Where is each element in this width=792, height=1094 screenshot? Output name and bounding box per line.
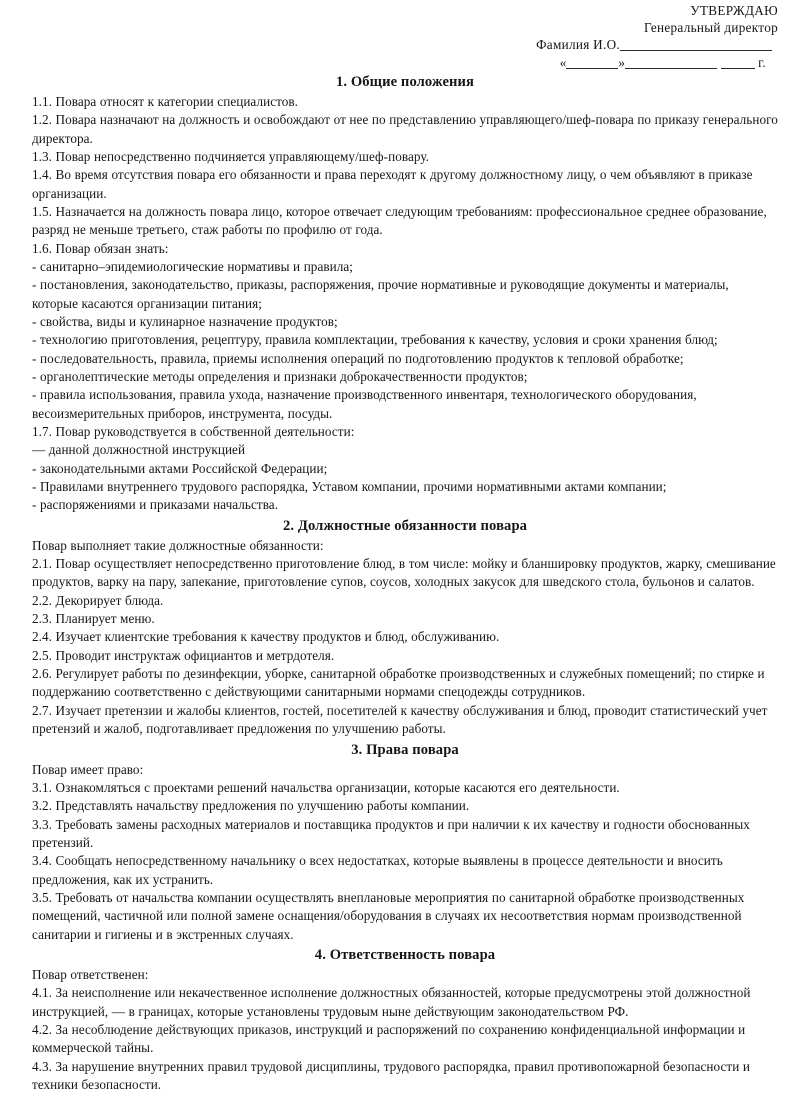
paragraph: 1.4. Во время отсутствия повара его обязанности и права переходят к другому должностному лицу, о чем объявляют в приказе организации. (32, 167, 753, 201)
paragraph: 4.2. За несоблюдение действующих приказов, инструкций и распоряжений по сохранению конфиденциальной информации и коммерческой тайны. (32, 1021, 746, 1056)
section-heading-3: 3. Права повара (351, 741, 459, 758)
paragraph: 3.2. Представлять начальству предложения по улучшению работы компании. (32, 798, 470, 814)
paragraph: 4.3. За нарушение внутренних правил трудовой дисциплины, трудового распорядка, правил противопожарной безопасности и техники безопасности. (32, 1058, 750, 1092)
paragraph: 3.1. Ознакомляться с проектами решений начальства организации, которые касаются его деятельности. (32, 779, 620, 795)
paragraph: 3.4. Сообщать непосредственному начальнику о всех недостатках, которые выявлены в процессе деятельности и вносить предложения, как их устранить. (32, 853, 723, 887)
paragraph: 2.2. Декорирует блюда. (32, 592, 164, 608)
paragraph: 4.1. За неисполнение или некачественное исполнение должностных обязанностей, которые предусмотрены этой должностной инструкцией, — в границах, которые установлены трудовым ныне действующим законодательством РФ. (32, 985, 751, 1019)
date-day-blank (566, 68, 618, 69)
approval-header-block (32, 0, 778, 71)
paragraph: 1.1. Повара относят к категории специалистов. (32, 93, 299, 109)
date-close-quote: » (618, 54, 625, 70)
list-item: - технологию приготовления, рецептуру, правила комплектации, требования к качеству, условия и сроки хранения блюд; (32, 332, 718, 348)
paragraph: 2.6. Регулирует работы по дезинфекции, уборке, санитарной обработке производственных и служебных помещений; по стирке и поддержанию соответственно с действующими санитарными нормами спецодежды сотрудников. (32, 666, 765, 700)
section-heading-2: 2. Должностные обязанности повара (282, 517, 528, 534)
list-item: - органолептические методы определения и признаки доброкачественности продуктов; (32, 368, 528, 384)
paragraph: 2.7. Изучает претензии и жалобы клиентов, гостей, посетителей к качеству обслуживания и блюд, проводит статистический учет претензий и жалоб, подготавливает предложения по улучшению работы. (32, 702, 768, 737)
paragraph: 1.2. Повара назначают на должность и освобождают от нее по представлению управляющего/шеф-повара по приказу генерального директора. (32, 112, 778, 146)
list-item: - постановления, законодательство, приказы, распоряжения, прочие нормативные и руководящие документы и материалы, которые касаются организации питания; (32, 277, 729, 311)
approval-name-label: Фамилия И.О. (536, 37, 620, 53)
paragraph: 3.5. Требовать от начальства компании осуществлять внеплановые мероприятия по санитарной обработке производственных помещений, частичной или полной замене оснащения/оборудования в случаях их несоответствия нормам производственной санитарии и гигиены и в экстренных случаях. (32, 889, 745, 942)
approval-name-blank (620, 50, 772, 51)
paragraph: 2.4. Изучает клиентские требования к качеству продуктов и блюд, обслуживанию. (32, 629, 500, 645)
list-item: - санитарно–эпидемиологические нормативы и правила; (32, 258, 353, 274)
list-item: - законодательными актами Российской Федерации; (32, 460, 328, 476)
approval-position: Генеральный директор (643, 20, 778, 36)
paragraph: Повар ответственен: (32, 966, 149, 982)
paragraph: 2.3. Планирует меню. (32, 611, 155, 627)
approval-name-row (32, 36, 778, 53)
paragraph: 1.7. Повар руководствуется в собственной деятельности: (32, 424, 355, 439)
approval-date-row (32, 54, 778, 71)
section-heading-4: 4. Ответственность повара (314, 946, 496, 963)
paragraph: Повар выполняет такие должностные обязанности: (32, 537, 324, 553)
list-item: - распоряжениями и приказами начальства. (32, 497, 279, 513)
date-open-quote: « (559, 54, 567, 70)
date-month-blank (625, 68, 717, 69)
paragraph: 1.6. Повар обязан знать: (32, 240, 169, 256)
paragraph: 3.3. Требовать замены расходных материалов и поставщика продуктов и при наличии к их качеству и годности обоснованных претензий. (32, 816, 750, 850)
paragraph: Повар имеет право: (32, 761, 144, 777)
paragraph: 1.5. Назначается на должность повара лицо, которое отвечает следующим требованиям: профессиональное среднее образование, разряд не меньше третьего, стаж работы по профилю от года. (32, 203, 767, 238)
list-item: — данной должностной инструкцией (32, 442, 246, 458)
paragraph: 1.3. Повар непосредственно подчиняется управляющему/шеф-повару. (32, 148, 429, 164)
paragraph: 2.5. Проводит инструктаж официантов и метрдотеля. (32, 647, 335, 663)
paragraph: 2.1. Повар осуществляет непосредственно приготовление блюд, в том числе: мойку и бланшировку продуктов, жарку, смешивание продуктов, варку на пару, запекание, приготовление супов, соусов, холодных закусок для шведского стола, бульонов и салатов. (32, 556, 776, 590)
list-item: - Правилами внутреннего трудового распорядка, Уставом компании, прочими нормативными актами компании; (32, 479, 667, 495)
list-item: - правила использования, правила ухода, назначение производственного инвентаря, технологического оборудования, весоизмерительных приборов, инструмента, посуды. (32, 387, 697, 421)
approval-label: УТВЕРЖДАЮ (690, 3, 778, 18)
section-heading-1: 1. Общие положения (335, 73, 475, 90)
list-item: - свойства, виды и кулинарное назначение продуктов; (32, 313, 338, 329)
date-year-blank (721, 68, 755, 69)
date-year-suffix: г. (758, 54, 766, 70)
list-item: - последовательность, правила, приемы исполнения операций по подготовлению продуктов к тепловой обработке; (32, 350, 684, 366)
